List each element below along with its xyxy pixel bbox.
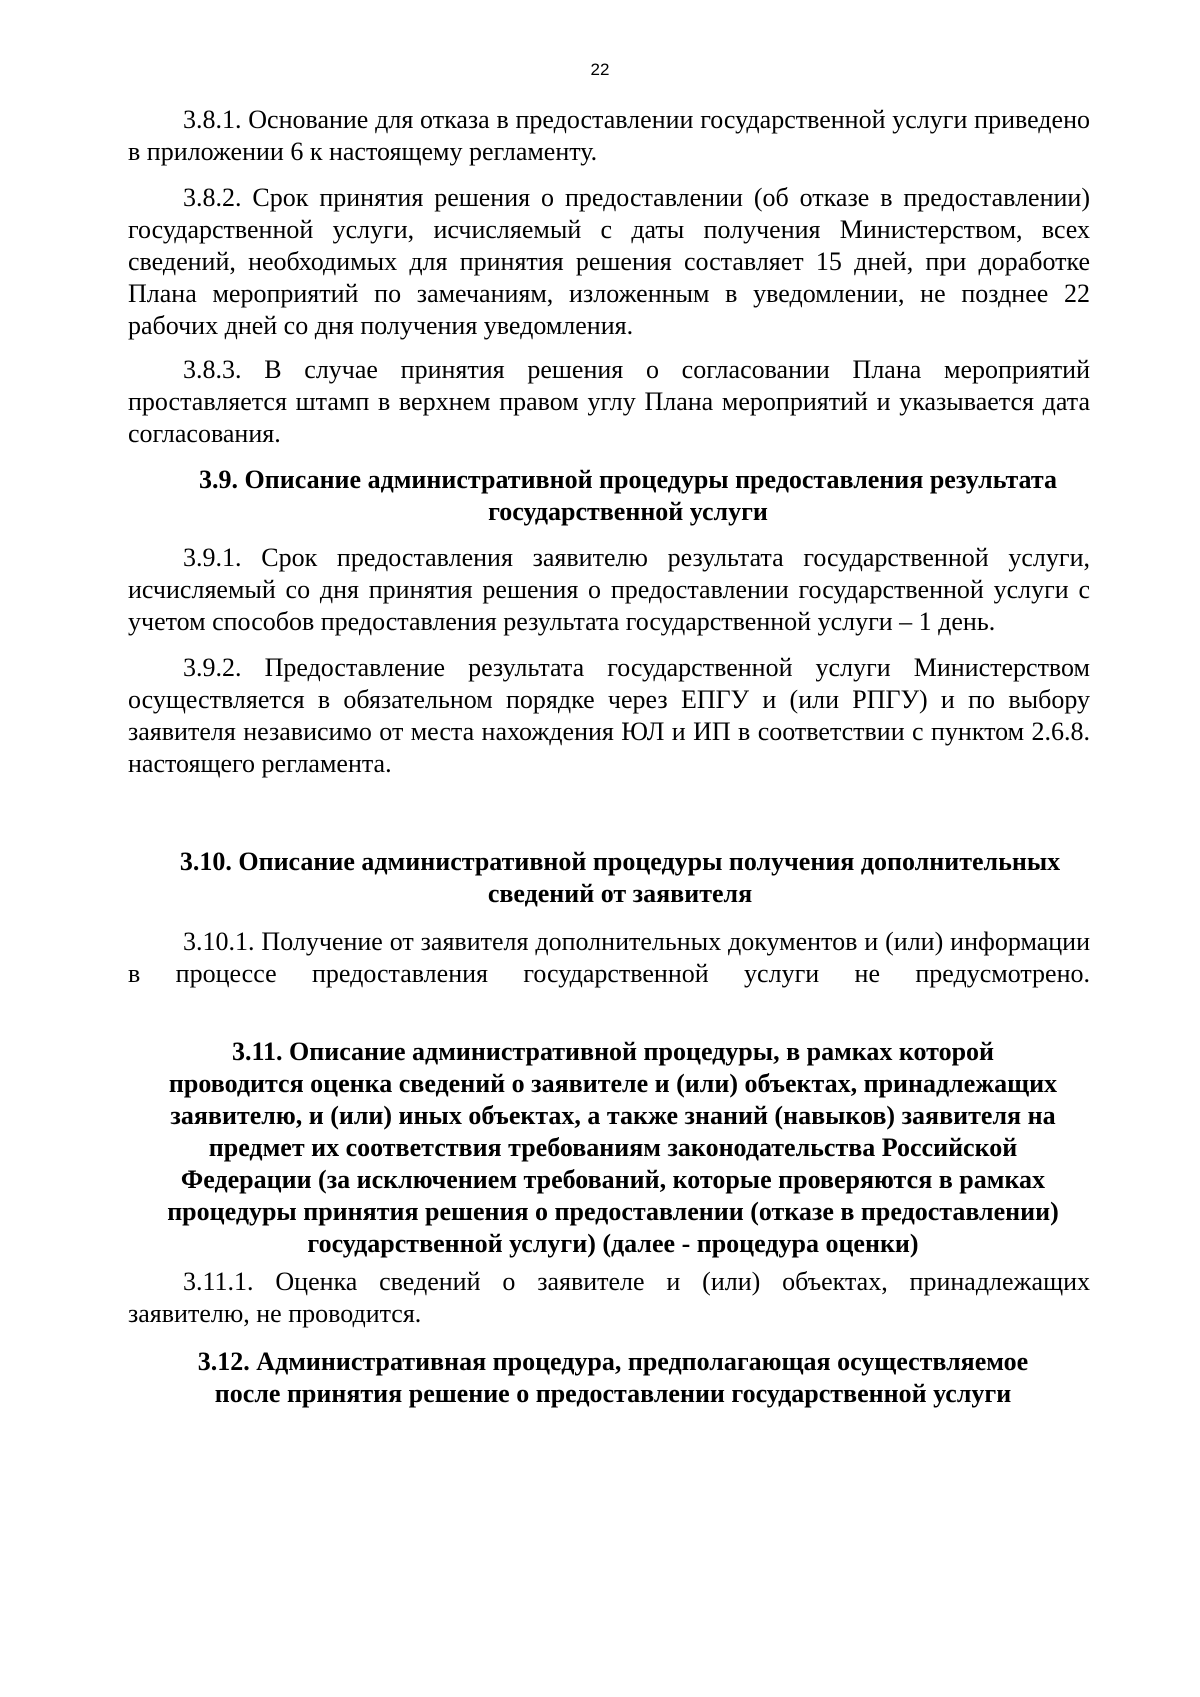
heading-3-12-line-2: после принятия решение о предоставлении государственной услуги: [214, 1379, 1012, 1408]
paragraph-3-9-1: 3.9.1. Срок предоставления заявителю результата государственной услуги, исчисляемый со дня принятия решения о предоставлении государственной услуги с учетом способов предоставления результата государственной услуги – 1 день.: [128, 543, 1090, 636]
heading-3-11-line-5: Федерации (за исключением требований, которые проверяются в рамках: [180, 1165, 1046, 1194]
heading-3-9: [128, 464, 1128, 528]
heading-3-11: [128, 1036, 1098, 1260]
paragraph-3-8-2: 3.8.2. Срок принятия решения о предоставлении (об отказе в предоставлении) государственной услуги, исчисляемый с даты получения Министерством, всех сведений, необходимых для принятия решения составляет 15 дней, при доработке Плана мероприятий по замечаниям, изложенным в уведомлении, не позднее 22 рабочих дней со дня получения уведомления.: [128, 183, 1090, 340]
heading-3-11-line-3: заявителю, и (или) иных объектах, а также знаний (навыков) заявителя на: [170, 1101, 1056, 1130]
paragraph-3-8-1: 3.8.1. Основание для отказа в предоставлении государственной услуги приведено в приложении 6 к настоящему регламенту.: [128, 105, 1090, 166]
heading-3-11-line-7: государственной услуги) (далее - процедура оценки): [307, 1229, 919, 1258]
heading-3-10-line-2: сведений от заявителя: [487, 879, 753, 908]
heading-3-11-line-2: проводится оценка сведений о заявителе и (или) объектах, принадлежащих: [168, 1069, 1058, 1098]
heading-3-10-line-1: 3.10. Описание административной процедуры получения дополнительных: [179, 847, 1061, 876]
heading-3-10: [120, 846, 1120, 910]
paragraph-3-10-1: 3.10.1. Получение от заявителя дополнительных документов и (или) информации в процессе предоставления государственной услуги не предусмотрено.: [128, 927, 1090, 988]
heading-3-12: [128, 1346, 1098, 1410]
heading-3-12-line-1: 3.12. Административная процедура, предполагающая осуществляемое: [197, 1347, 1029, 1376]
heading-3-11-line-6: процедуры принятия решения о предоставлении (отказе в предоставлении): [167, 1197, 1059, 1226]
paragraph-3-8-3: 3.8.3. В случае принятия решения о согласовании Плана мероприятий проставляется штамп в верхнем правом углу Плана мероприятий и указывается дата согласования.: [128, 355, 1090, 448]
heading-3-11-line-1: 3.11. Описание административной процедуры, в рамках которой: [231, 1037, 995, 1066]
paragraph-3-11-1: 3.11.1. Оценка сведений о заявителе и (или) объектах, принадлежащих заявителю, не проводится.: [128, 1267, 1090, 1328]
paragraph-3-9-2: 3.9.2. Предоставление результата государственной услуги Министерством осуществляется в обязательном порядке через ЕПГУ и (или РПГУ) и по выбору заявителя независимо от места нахождения ЮЛ и ИП в соответствии с пунктом 2.6.8. настоящего регламента.: [128, 653, 1090, 778]
page-number: 22: [590, 60, 610, 79]
heading-3-11-line-4: предмет их соответствия требованиям законодательства Российской: [208, 1133, 1018, 1162]
heading-3-9-line-1: 3.9. Описание административной процедуры предоставления результата: [199, 465, 1057, 494]
heading-3-9-line-2: государственной услуги: [488, 497, 768, 526]
